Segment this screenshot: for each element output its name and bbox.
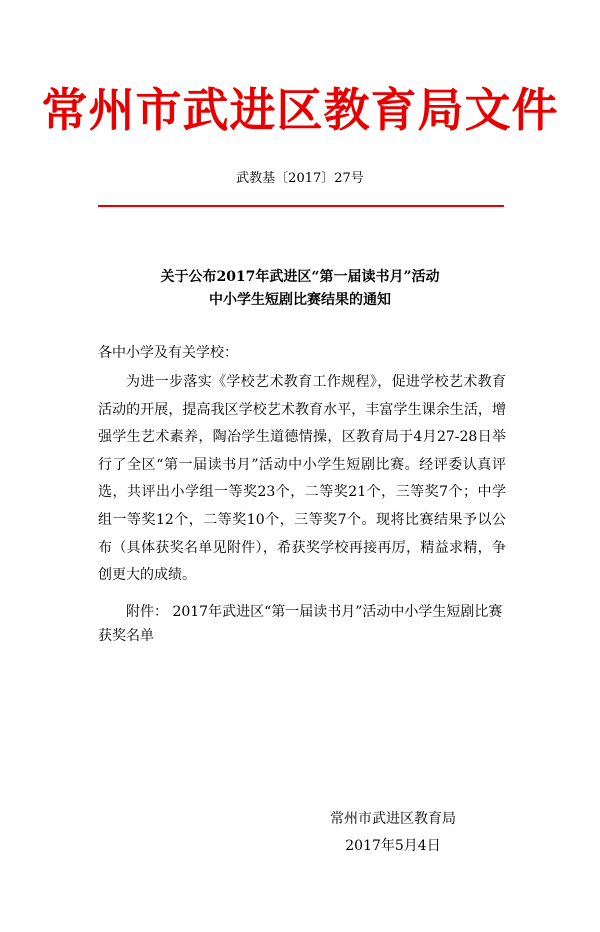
header-divider [98, 205, 504, 207]
notice-title-line-1: 关于公布2017年武进区“第一届读书月”活动 [160, 269, 440, 285]
signature-block [318, 806, 468, 860]
notice-title-line-2: 中小学生短剧比赛结果的通知 [209, 292, 391, 308]
signature-org: 常州市武进区教育局 [330, 811, 456, 827]
document-number: 武教基〔2017〕27号 [236, 171, 364, 186]
body-paragraph: 为进一步落实《学校艺术教育工作规程》，促进学校艺术教育活动的开展，提高我区学校艺术教育水平，丰富学生课余生活，增强学生艺术素养，陶冶学生道德情操，区教育局于4月27-28日举行了全区“第一届读书月”活动中小学生短剧比赛。经评委认真评选，共评出小学组一等奖23个，二等奖21个，三等奖7个；中学组一等奖12个，二等奖10个，三等奖7个。现将比赛结果予以公布（具体获奖名单见附件），希获奖学校再接再厉，精益求精，争创更大的成绩。 [98, 374, 506, 584]
attachment-note: 附件： 2017年武进区“第一届读书月”活动中小学生短剧比赛获奖名单 [98, 604, 503, 644]
notice-title [0, 266, 600, 312]
signature-date: 2017年5月4日 [345, 838, 441, 854]
salutation: 各中小学及有关学校： [98, 345, 238, 361]
document-header-title: 常州市武进区教育局文件 [41, 83, 559, 137]
